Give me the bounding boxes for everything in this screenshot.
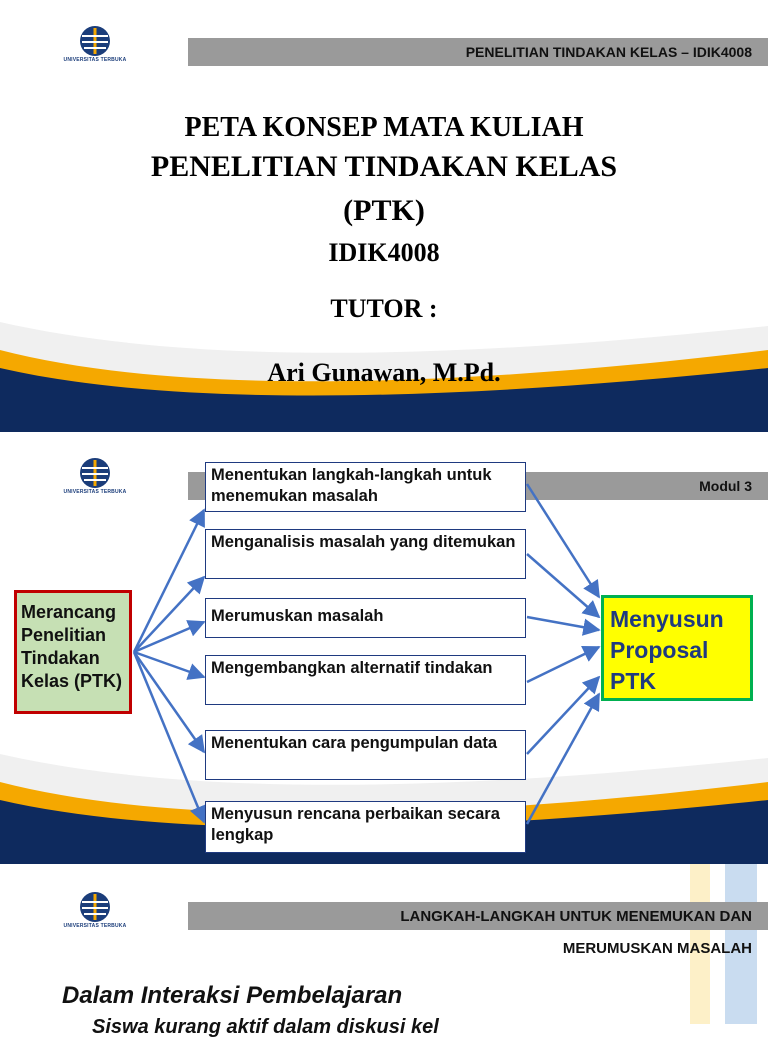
logo-text: UNIVERSITAS TERBUKA [63,923,127,929]
step-box-1: Menentukan langkah-langkah untuk menemukan masalah [205,462,526,512]
slide-steps-partial [0,864,768,1038]
header-bar [188,38,768,66]
title-line-2: PENELITIAN TINDAKAN KELAS [150,150,618,183]
arrow-step-4-to-goal [527,647,599,682]
university-logo [54,24,136,66]
arrow-step-3-to-goal [527,617,599,630]
arrow-step-6-to-goal [527,694,599,824]
arrow-step-1-to-goal [527,484,599,597]
section-header-line-1: LANGKAH-LANGKAH UNTUK MENEMUKAN DAN [400,908,752,925]
header-bar [188,902,768,930]
logo-text: UNIVERSITAS TERBUKA [63,489,127,495]
tutor-label: TUTOR : [330,294,438,323]
logo-text: UNIVERSITAS TERBUKA [63,57,127,63]
section-header-line-2: MERUMUSKAN MASALAH [562,940,752,957]
course-header: PENELITIAN TINDAKAN KELAS – IDIK4008 [465,44,752,60]
step-box-5: Menentukan cara pengumpulan data [205,730,526,780]
slide-title [0,0,768,432]
step-box-6: Menyusun rencana perbaikan secara lengkap [205,801,526,853]
step-box-4: Mengembangkan alternatif tindakan [205,655,526,705]
goal-box: Menyusun Proposal PTK [601,595,753,701]
slide-concept-map [0,432,768,864]
slide-subtitle: Dalam Interaksi Pembelajaran [62,982,403,1009]
arrow-start-to-step-4 [134,652,204,677]
tutor-name: Ari Gunawan, M.Pd. [267,358,501,387]
ut-logo-icon [54,890,136,924]
arrow-start-to-step-3 [134,622,204,652]
ut-logo-icon [54,24,136,58]
module-header: Modul 3 [699,478,752,494]
arrow-start-to-step-2 [134,577,204,652]
arrow-step-2-to-goal [527,554,599,617]
step-box-3: Merumuskan masalah [205,598,526,638]
start-box: Merancang Penelitian Tindakan Kelas (PTK) [14,590,132,714]
title-line-3: (PTK) [343,194,425,227]
university-logo [54,890,136,932]
step-box-2: Menganalisis masalah yang ditemukan [205,529,526,579]
course-code: IDIK4008 [328,238,440,267]
title-line-1: PETA KONSEP MATA KULIAH [184,112,584,143]
arrow-start-to-step-1 [134,510,204,652]
cut-off-line: Siswa kurang aktif dalam diskusi kel [92,1016,439,1038]
